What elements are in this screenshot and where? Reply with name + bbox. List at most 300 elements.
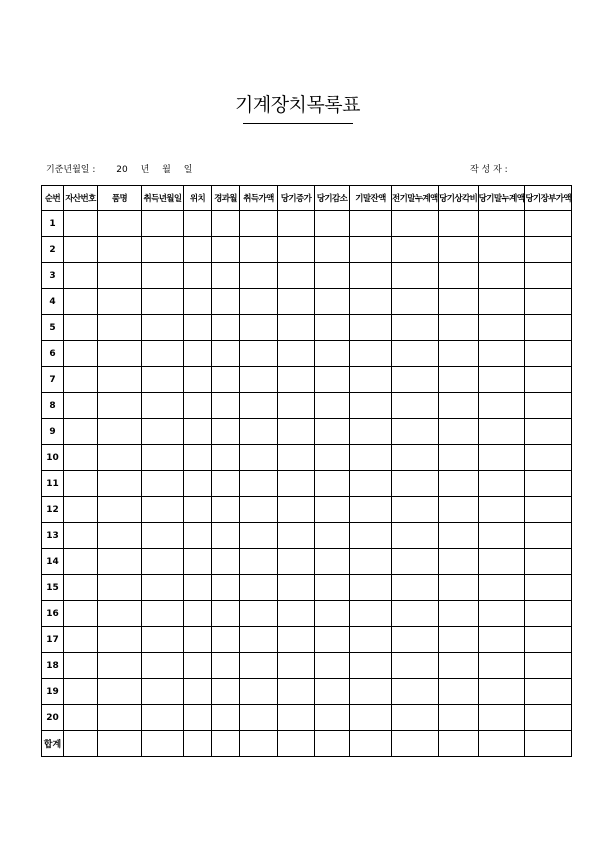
table-cell[interactable] bbox=[478, 679, 525, 705]
table-cell[interactable] bbox=[478, 601, 525, 627]
table-cell[interactable] bbox=[184, 419, 212, 445]
row-number: 7 bbox=[42, 367, 64, 393]
table-cell[interactable] bbox=[212, 341, 240, 367]
table-cell[interactable] bbox=[315, 679, 350, 705]
table-cell[interactable] bbox=[438, 393, 478, 419]
table-cell[interactable] bbox=[525, 653, 572, 679]
table-cell[interactable] bbox=[98, 393, 142, 419]
table-cell[interactable] bbox=[64, 315, 98, 341]
table-cell[interactable] bbox=[212, 445, 240, 471]
table-cell[interactable] bbox=[478, 575, 525, 601]
table-cell[interactable] bbox=[98, 627, 142, 653]
table-cell[interactable] bbox=[350, 705, 392, 731]
table-cell[interactable] bbox=[525, 523, 572, 549]
row-number: 1 bbox=[42, 211, 64, 237]
table-cell[interactable] bbox=[315, 627, 350, 653]
author-label: 작 성 자 : bbox=[470, 165, 508, 175]
table-cell[interactable] bbox=[212, 367, 240, 393]
table-cell[interactable] bbox=[392, 653, 439, 679]
table-cell[interactable] bbox=[525, 601, 572, 627]
table-cell[interactable] bbox=[184, 601, 212, 627]
table-cell[interactable] bbox=[98, 653, 142, 679]
table-cell[interactable] bbox=[315, 211, 350, 237]
table-cell[interactable] bbox=[525, 445, 572, 471]
table-cell[interactable] bbox=[278, 497, 315, 523]
table-cell[interactable] bbox=[392, 393, 439, 419]
table-cell[interactable] bbox=[525, 393, 572, 419]
table-cell[interactable] bbox=[64, 393, 98, 419]
table-cell[interactable] bbox=[184, 393, 212, 419]
table-cell[interactable] bbox=[438, 549, 478, 575]
table-cell[interactable] bbox=[212, 211, 240, 237]
table-cell[interactable] bbox=[240, 705, 278, 731]
table-cell[interactable] bbox=[350, 575, 392, 601]
table-cell[interactable] bbox=[392, 419, 439, 445]
table-cell[interactable] bbox=[525, 575, 572, 601]
table-cell[interactable] bbox=[315, 497, 350, 523]
table-cell[interactable] bbox=[350, 471, 392, 497]
table-cell[interactable] bbox=[278, 575, 315, 601]
table-cell[interactable] bbox=[478, 341, 525, 367]
table-cell[interactable] bbox=[142, 445, 184, 471]
table-cell[interactable] bbox=[184, 523, 212, 549]
table-cell[interactable] bbox=[64, 653, 98, 679]
table-cell[interactable] bbox=[525, 315, 572, 341]
table-cell[interactable] bbox=[240, 237, 278, 263]
table-cell[interactable] bbox=[240, 211, 278, 237]
table-cell[interactable] bbox=[212, 679, 240, 705]
table-cell[interactable] bbox=[278, 705, 315, 731]
table-cell[interactable] bbox=[478, 523, 525, 549]
table-cell[interactable] bbox=[478, 419, 525, 445]
table-cell[interactable] bbox=[184, 575, 212, 601]
table-cell[interactable] bbox=[184, 679, 212, 705]
table-cell[interactable] bbox=[212, 601, 240, 627]
table-cell[interactable] bbox=[142, 705, 184, 731]
table-cell[interactable] bbox=[142, 549, 184, 575]
table-cell[interactable] bbox=[525, 497, 572, 523]
table-cell[interactable] bbox=[438, 679, 478, 705]
table-cell[interactable] bbox=[392, 575, 439, 601]
table-cell[interactable] bbox=[142, 497, 184, 523]
table-cell[interactable] bbox=[350, 445, 392, 471]
table-cell[interactable] bbox=[525, 211, 572, 237]
table-cell[interactable] bbox=[525, 419, 572, 445]
table-cell[interactable] bbox=[64, 497, 98, 523]
table-row bbox=[42, 497, 572, 523]
table-cell[interactable] bbox=[98, 549, 142, 575]
table-cell[interactable] bbox=[392, 445, 439, 471]
table-cell[interactable] bbox=[240, 679, 278, 705]
table-cell[interactable] bbox=[438, 731, 478, 757]
table-cell[interactable] bbox=[184, 627, 212, 653]
table-row bbox=[42, 263, 572, 289]
table-cell[interactable] bbox=[212, 731, 240, 757]
table-cell[interactable] bbox=[392, 289, 439, 315]
table-cell[interactable] bbox=[240, 341, 278, 367]
table-cell[interactable] bbox=[64, 341, 98, 367]
table-cell[interactable] bbox=[315, 731, 350, 757]
table-cell[interactable] bbox=[212, 419, 240, 445]
table-cell[interactable] bbox=[525, 549, 572, 575]
table-cell[interactable] bbox=[212, 575, 240, 601]
table-cell[interactable] bbox=[315, 471, 350, 497]
table-cell[interactable] bbox=[525, 627, 572, 653]
table-cell[interactable] bbox=[392, 601, 439, 627]
table-cell[interactable] bbox=[212, 237, 240, 263]
table-cell[interactable] bbox=[98, 497, 142, 523]
table-cell[interactable] bbox=[350, 211, 392, 237]
table-cell[interactable] bbox=[64, 289, 98, 315]
table-cell[interactable] bbox=[392, 523, 439, 549]
table-cell[interactable] bbox=[478, 445, 525, 471]
table-cell[interactable] bbox=[184, 289, 212, 315]
table-cell[interactable] bbox=[278, 679, 315, 705]
table-cell[interactable] bbox=[350, 367, 392, 393]
table-cell[interactable] bbox=[392, 315, 439, 341]
table-cell[interactable] bbox=[142, 263, 184, 289]
table-cell[interactable] bbox=[478, 315, 525, 341]
table-cell[interactable] bbox=[212, 627, 240, 653]
table-cell[interactable] bbox=[278, 627, 315, 653]
table-cell[interactable] bbox=[350, 263, 392, 289]
table-cell[interactable] bbox=[98, 289, 142, 315]
table-cell[interactable] bbox=[212, 263, 240, 289]
table-cell[interactable] bbox=[478, 471, 525, 497]
table-cell[interactable] bbox=[278, 315, 315, 341]
table-cell[interactable] bbox=[438, 497, 478, 523]
table-cell[interactable] bbox=[64, 601, 98, 627]
table-cell[interactable] bbox=[142, 315, 184, 341]
table-cell[interactable] bbox=[392, 549, 439, 575]
table-cell[interactable] bbox=[315, 549, 350, 575]
table-cell[interactable] bbox=[184, 471, 212, 497]
column-header: 당기말누계액 bbox=[478, 186, 525, 211]
table-cell[interactable] bbox=[184, 445, 212, 471]
table-cell[interactable] bbox=[478, 393, 525, 419]
table-cell[interactable] bbox=[478, 211, 525, 237]
table-cell[interactable] bbox=[64, 549, 98, 575]
table-cell[interactable] bbox=[98, 523, 142, 549]
table-cell[interactable] bbox=[98, 237, 142, 263]
table-cell[interactable] bbox=[98, 211, 142, 237]
table-cell[interactable] bbox=[64, 237, 98, 263]
table-cell[interactable] bbox=[240, 445, 278, 471]
table-cell[interactable] bbox=[64, 705, 98, 731]
table-cell[interactable] bbox=[142, 731, 184, 757]
table-cell[interactable] bbox=[278, 731, 315, 757]
table-cell[interactable] bbox=[184, 705, 212, 731]
table-cell[interactable] bbox=[438, 523, 478, 549]
table-cell[interactable] bbox=[184, 653, 212, 679]
table-cell[interactable] bbox=[315, 237, 350, 263]
table-cell[interactable] bbox=[212, 393, 240, 419]
table-cell[interactable] bbox=[350, 341, 392, 367]
column-header: 당기증가 bbox=[278, 186, 315, 211]
table-cell[interactable] bbox=[240, 549, 278, 575]
row-number: 10 bbox=[42, 445, 64, 471]
table-cell[interactable] bbox=[212, 315, 240, 341]
table-cell[interactable] bbox=[438, 445, 478, 471]
table-cell[interactable] bbox=[142, 471, 184, 497]
table-cell[interactable] bbox=[315, 575, 350, 601]
table-cell[interactable] bbox=[98, 575, 142, 601]
table-cell[interactable] bbox=[98, 315, 142, 341]
table-cell[interactable] bbox=[438, 263, 478, 289]
table-cell[interactable] bbox=[212, 497, 240, 523]
table-cell[interactable] bbox=[438, 315, 478, 341]
table-cell[interactable] bbox=[438, 341, 478, 367]
table-cell[interactable] bbox=[392, 627, 439, 653]
table-cell[interactable] bbox=[212, 471, 240, 497]
row-number: 2 bbox=[42, 237, 64, 263]
table-cell[interactable] bbox=[350, 601, 392, 627]
table-cell[interactable] bbox=[240, 289, 278, 315]
table-cell[interactable] bbox=[478, 731, 525, 757]
table-cell[interactable] bbox=[64, 367, 98, 393]
table-cell[interactable] bbox=[350, 679, 392, 705]
table-cell[interactable] bbox=[350, 289, 392, 315]
table-cell[interactable] bbox=[438, 705, 478, 731]
table-cell[interactable] bbox=[240, 419, 278, 445]
equipment-ledger-table bbox=[41, 185, 572, 757]
table-cell[interactable] bbox=[98, 471, 142, 497]
column-header: 자산번호 bbox=[64, 186, 98, 211]
table-cell[interactable] bbox=[525, 367, 572, 393]
table-cell[interactable] bbox=[438, 367, 478, 393]
table-cell[interactable] bbox=[64, 731, 98, 757]
table-cell[interactable] bbox=[64, 679, 98, 705]
table-cell[interactable] bbox=[350, 653, 392, 679]
table-cell[interactable] bbox=[438, 627, 478, 653]
table-cell[interactable] bbox=[64, 211, 98, 237]
table-cell[interactable] bbox=[438, 237, 478, 263]
table-cell[interactable] bbox=[212, 523, 240, 549]
table-cell[interactable] bbox=[212, 653, 240, 679]
table-cell[interactable] bbox=[184, 367, 212, 393]
table-cell[interactable] bbox=[315, 419, 350, 445]
table-cell[interactable] bbox=[240, 575, 278, 601]
table-cell[interactable] bbox=[350, 523, 392, 549]
table-cell[interactable] bbox=[142, 237, 184, 263]
table-cell[interactable] bbox=[315, 289, 350, 315]
table-cell[interactable] bbox=[142, 523, 184, 549]
table-cell[interactable] bbox=[184, 315, 212, 341]
table-cell[interactable] bbox=[315, 393, 350, 419]
row-number: 11 bbox=[42, 471, 64, 497]
table-cell[interactable] bbox=[438, 289, 478, 315]
column-header: 당기상각비 bbox=[438, 186, 478, 211]
table-cell[interactable] bbox=[478, 705, 525, 731]
table-cell[interactable] bbox=[525, 289, 572, 315]
table-cell[interactable] bbox=[240, 627, 278, 653]
table-cell[interactable] bbox=[278, 341, 315, 367]
row-number: 5 bbox=[42, 315, 64, 341]
table-cell[interactable] bbox=[240, 471, 278, 497]
table-cell[interactable] bbox=[525, 471, 572, 497]
table-cell[interactable] bbox=[64, 445, 98, 471]
table-cell[interactable] bbox=[142, 341, 184, 367]
table-cell[interactable] bbox=[392, 367, 439, 393]
row-number: 13 bbox=[42, 523, 64, 549]
table-cell[interactable] bbox=[392, 705, 439, 731]
table-cell[interactable] bbox=[525, 705, 572, 731]
table-cell[interactable] bbox=[478, 497, 525, 523]
table-cell[interactable] bbox=[438, 211, 478, 237]
table-cell[interactable] bbox=[525, 731, 572, 757]
table-cell[interactable] bbox=[315, 341, 350, 367]
table-cell[interactable] bbox=[142, 367, 184, 393]
table-cell[interactable] bbox=[240, 315, 278, 341]
table-cell[interactable] bbox=[184, 549, 212, 575]
table-cell[interactable] bbox=[278, 601, 315, 627]
table-cell[interactable] bbox=[142, 627, 184, 653]
table-cell[interactable] bbox=[98, 731, 142, 757]
table-row bbox=[42, 367, 572, 393]
table-cell[interactable] bbox=[98, 341, 142, 367]
base-date-line bbox=[46, 162, 202, 175]
table-cell[interactable] bbox=[315, 315, 350, 341]
table-cell[interactable] bbox=[278, 445, 315, 471]
table-cell[interactable] bbox=[98, 263, 142, 289]
table-cell[interactable] bbox=[98, 367, 142, 393]
table-cell[interactable] bbox=[98, 705, 142, 731]
table-cell[interactable] bbox=[438, 575, 478, 601]
table-cell[interactable] bbox=[438, 653, 478, 679]
table-cell[interactable] bbox=[240, 601, 278, 627]
table-cell[interactable] bbox=[142, 393, 184, 419]
table-cell[interactable] bbox=[278, 549, 315, 575]
table-cell[interactable] bbox=[315, 523, 350, 549]
table-cell[interactable] bbox=[184, 263, 212, 289]
table-cell[interactable] bbox=[315, 445, 350, 471]
row-number: 4 bbox=[42, 289, 64, 315]
table-cell[interactable] bbox=[240, 523, 278, 549]
table-cell[interactable] bbox=[278, 419, 315, 445]
table-cell[interactable] bbox=[478, 549, 525, 575]
table-cell[interactable] bbox=[64, 419, 98, 445]
table-cell[interactable] bbox=[142, 653, 184, 679]
table-cell[interactable] bbox=[525, 341, 572, 367]
table-cell[interactable] bbox=[64, 575, 98, 601]
table-cell[interactable] bbox=[240, 497, 278, 523]
table-cell[interactable] bbox=[98, 445, 142, 471]
column-header: 당기장부가액 bbox=[525, 186, 572, 211]
table-cell[interactable] bbox=[350, 419, 392, 445]
table-cell[interactable] bbox=[478, 237, 525, 263]
table-cell[interactable] bbox=[240, 367, 278, 393]
table-cell[interactable] bbox=[350, 627, 392, 653]
table-cell[interactable] bbox=[278, 523, 315, 549]
table-cell[interactable] bbox=[350, 315, 392, 341]
table-row bbox=[42, 237, 572, 263]
table-row bbox=[42, 653, 572, 679]
table-cell[interactable] bbox=[392, 679, 439, 705]
table-cell[interactable] bbox=[315, 263, 350, 289]
table-cell[interactable] bbox=[64, 523, 98, 549]
table-cell[interactable] bbox=[350, 549, 392, 575]
table-cell[interactable] bbox=[315, 705, 350, 731]
table-cell[interactable] bbox=[278, 289, 315, 315]
table-cell[interactable] bbox=[184, 731, 212, 757]
table-cell[interactable] bbox=[98, 601, 142, 627]
table-cell[interactable] bbox=[438, 471, 478, 497]
table-cell[interactable] bbox=[392, 497, 439, 523]
table-cell[interactable] bbox=[392, 341, 439, 367]
table-cell[interactable] bbox=[98, 419, 142, 445]
column-header: 품명 bbox=[98, 186, 142, 211]
table-cell[interactable] bbox=[392, 237, 439, 263]
table-cell[interactable] bbox=[64, 471, 98, 497]
table-cell[interactable] bbox=[184, 237, 212, 263]
table-cell[interactable] bbox=[142, 211, 184, 237]
column-header: 취득가액 bbox=[240, 186, 278, 211]
table-cell[interactable] bbox=[278, 211, 315, 237]
table-cell[interactable] bbox=[438, 601, 478, 627]
table-cell[interactable] bbox=[478, 653, 525, 679]
table-header-row bbox=[42, 186, 572, 211]
table-cell[interactable] bbox=[392, 731, 439, 757]
table-cell[interactable] bbox=[278, 367, 315, 393]
table-cell[interactable] bbox=[392, 211, 439, 237]
table-cell[interactable] bbox=[240, 393, 278, 419]
table-cell[interactable] bbox=[478, 627, 525, 653]
table-cell[interactable] bbox=[212, 289, 240, 315]
table-cell[interactable] bbox=[278, 237, 315, 263]
table-cell[interactable] bbox=[278, 263, 315, 289]
table-cell[interactable] bbox=[278, 653, 315, 679]
table-row bbox=[42, 471, 572, 497]
table-cell[interactable] bbox=[184, 497, 212, 523]
table-cell[interactable] bbox=[438, 419, 478, 445]
table-cell[interactable] bbox=[350, 497, 392, 523]
table-cell[interactable] bbox=[142, 601, 184, 627]
table-cell[interactable] bbox=[315, 601, 350, 627]
table-cell[interactable] bbox=[64, 627, 98, 653]
table-cell[interactable] bbox=[278, 471, 315, 497]
table-cell[interactable] bbox=[142, 289, 184, 315]
table-cell[interactable] bbox=[392, 471, 439, 497]
table-cell[interactable] bbox=[184, 211, 212, 237]
table-cell[interactable] bbox=[350, 731, 392, 757]
table-cell[interactable] bbox=[315, 653, 350, 679]
table-cell[interactable] bbox=[525, 679, 572, 705]
table-cell[interactable] bbox=[240, 263, 278, 289]
table-cell[interactable] bbox=[142, 575, 184, 601]
row-number: 9 bbox=[42, 419, 64, 445]
table-cell[interactable] bbox=[278, 393, 315, 419]
table-cell[interactable] bbox=[478, 289, 525, 315]
table-cell[interactable] bbox=[212, 549, 240, 575]
table-cell[interactable] bbox=[64, 263, 98, 289]
table-cell[interactable] bbox=[350, 237, 392, 263]
table-cell[interactable] bbox=[478, 263, 525, 289]
table-cell[interactable] bbox=[240, 653, 278, 679]
table-cell[interactable] bbox=[350, 393, 392, 419]
table-cell[interactable] bbox=[240, 731, 278, 757]
table-cell[interactable] bbox=[315, 367, 350, 393]
table-cell[interactable] bbox=[478, 367, 525, 393]
table-cell[interactable] bbox=[98, 679, 142, 705]
table-cell[interactable] bbox=[392, 263, 439, 289]
table-cell[interactable] bbox=[525, 237, 572, 263]
table-cell[interactable] bbox=[525, 263, 572, 289]
table-cell[interactable] bbox=[184, 341, 212, 367]
table-cell[interactable] bbox=[212, 705, 240, 731]
table-cell[interactable] bbox=[142, 419, 184, 445]
table-cell[interactable] bbox=[142, 679, 184, 705]
row-number: 17 bbox=[42, 627, 64, 653]
